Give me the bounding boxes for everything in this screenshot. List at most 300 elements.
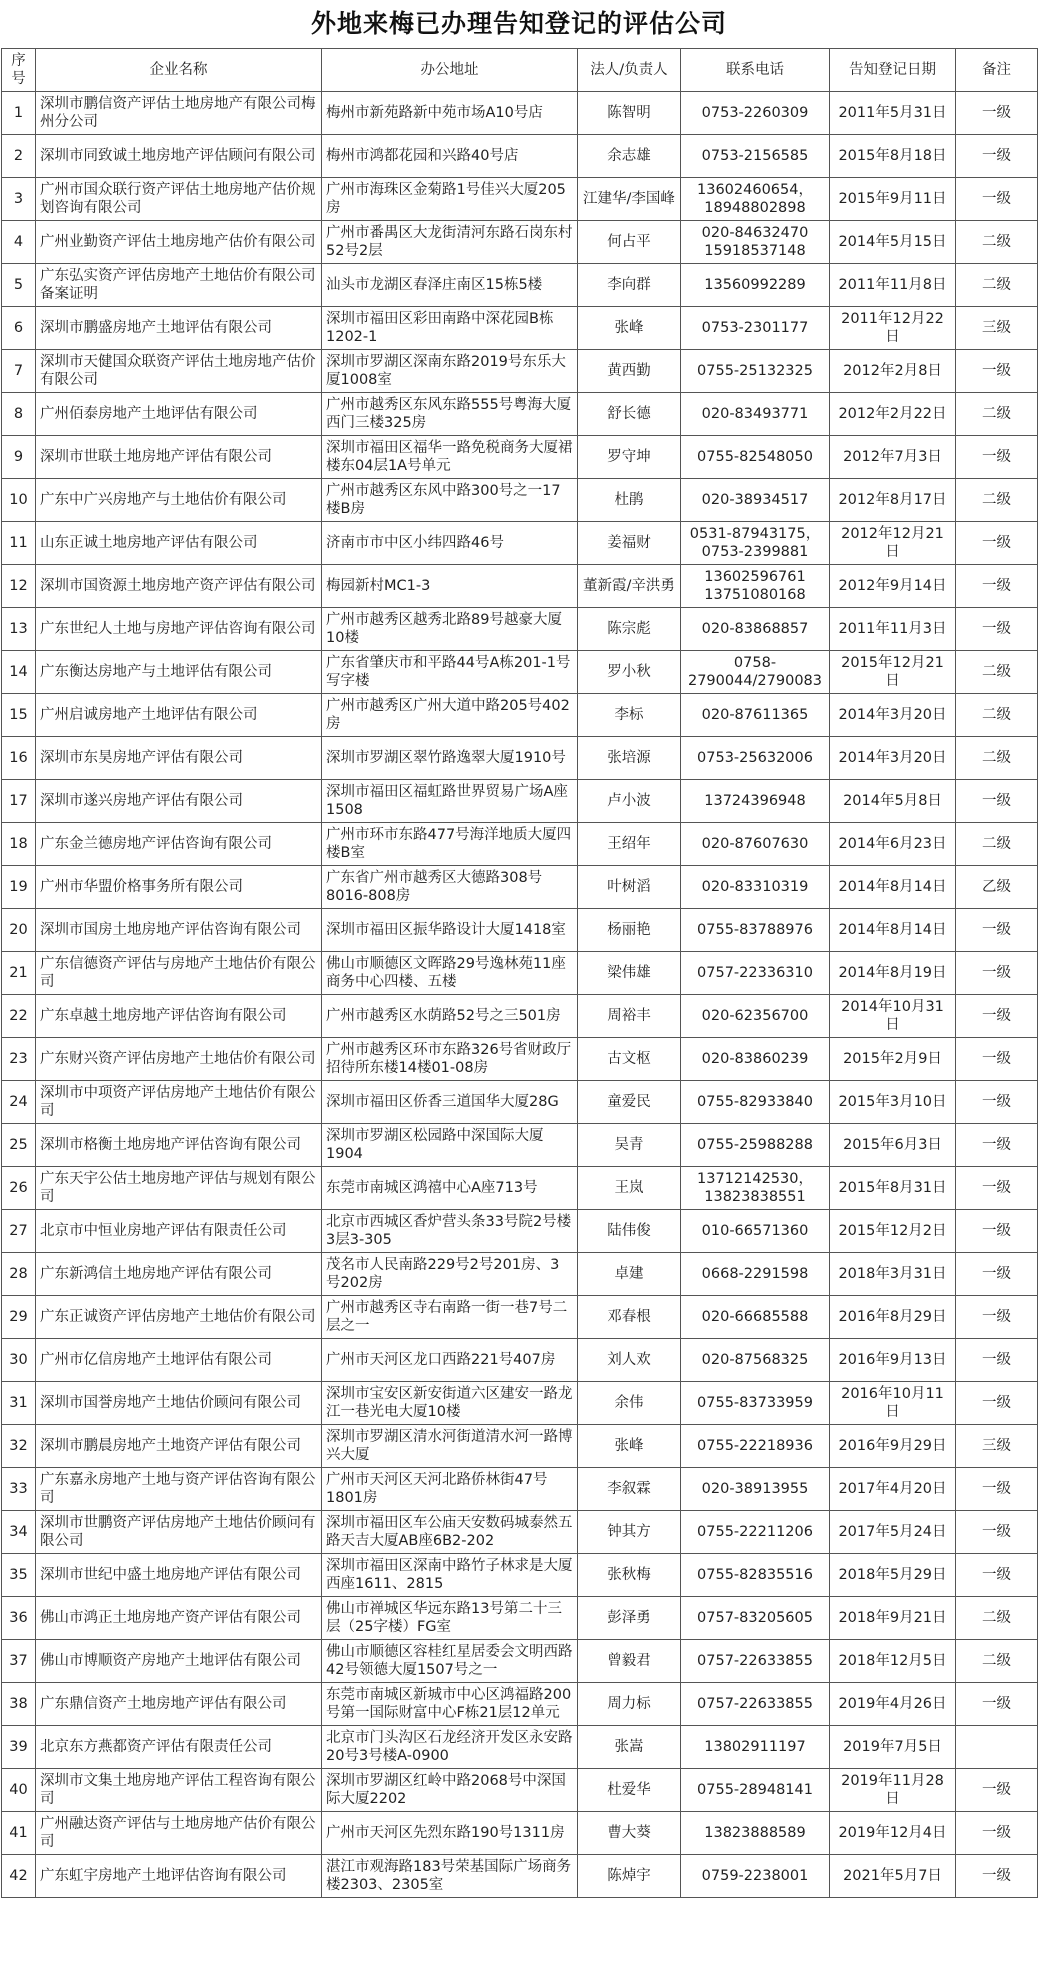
cell-company-name: 深圳市格衡土地房地产评估咨询有限公司 (36, 1124, 322, 1167)
cell-company-name: 深圳市东昊房地产评估有限公司 (36, 737, 322, 780)
table-row (2, 307, 1038, 350)
cell-company-name: 深圳市同致诚土地房地产评估顾问有限公司 (36, 135, 322, 178)
table-row (2, 92, 1038, 135)
cell-legal-person: 古文枢 (578, 1038, 681, 1081)
cell-address: 深圳市宝安区新安街道六区建安一路龙江一巷光电大厦10楼 (322, 1382, 578, 1425)
cell-remark: 一级 (956, 909, 1038, 952)
cell-legal-person: 张峰 (578, 1425, 681, 1468)
cell-remark: 二级 (956, 393, 1038, 436)
table-row (2, 522, 1038, 565)
cell-phone: 0758-2790044/2790083 (681, 651, 830, 694)
cell-legal-person: 陆伟俊 (578, 1210, 681, 1253)
cell-registration-date: 2015年12月21日 (830, 651, 956, 694)
cell-phone: 13602460654，18948802898 (681, 178, 830, 221)
cell-legal-person: 李叙霖 (578, 1468, 681, 1511)
cell-no: 42 (2, 1855, 36, 1898)
cell-address: 佛山市顺德区容桂红星居委会文明西路42号领德大厦1507号之一 (322, 1640, 578, 1683)
cell-address: 深圳市福田区侨香三道国华大厦28G (322, 1081, 578, 1124)
cell-phone: 020-87568325 (681, 1339, 830, 1382)
cell-no: 30 (2, 1339, 36, 1382)
cell-no: 22 (2, 995, 36, 1038)
cell-company-name: 深圳市遂兴房地产评估有限公司 (36, 780, 322, 823)
cell-company-name: 广州佰泰房地产土地评估有限公司 (36, 393, 322, 436)
cell-phone: 13802911197 (681, 1726, 830, 1769)
cell-no: 20 (2, 909, 36, 952)
cell-legal-person: 童爱民 (578, 1081, 681, 1124)
cell-address: 广州市越秀区广州大道中路205号402房 (322, 694, 578, 737)
cell-remark: 一级 (956, 1511, 1038, 1554)
cell-registration-date: 2014年5月8日 (830, 780, 956, 823)
cell-legal-person: 邓春根 (578, 1296, 681, 1339)
table-row (2, 1812, 1038, 1855)
cell-company-name: 深圳市鹏盛房地产土地评估有限公司 (36, 307, 322, 350)
header-company-name: 企业名称 (36, 49, 322, 92)
cell-legal-person: 梁伟雄 (578, 952, 681, 995)
cell-no: 6 (2, 307, 36, 350)
cell-phone: 020-83493771 (681, 393, 830, 436)
cell-registration-date: 2016年10月11日 (830, 1382, 956, 1425)
cell-no: 16 (2, 737, 36, 780)
cell-remark: 一级 (956, 565, 1038, 608)
cell-registration-date: 2015年3月10日 (830, 1081, 956, 1124)
cell-remark: 二级 (956, 221, 1038, 264)
table-row (2, 1382, 1038, 1425)
cell-no: 29 (2, 1296, 36, 1339)
cell-phone: 020-62356700 (681, 995, 830, 1038)
cell-phone: 020-87611365 (681, 694, 830, 737)
page-title: 外地来梅已办理告知登记的评估公司 (310, 9, 727, 38)
cell-registration-date: 2011年11月8日 (830, 264, 956, 307)
cell-remark: 二级 (956, 737, 1038, 780)
cell-company-name: 广州融达资产评估与土地房地产估价有限公司 (36, 1812, 322, 1855)
cell-remark: 一级 (956, 1296, 1038, 1339)
cell-address: 佛山市禅城区华远东路13号第二十三层（25字楼）FG室 (322, 1597, 578, 1640)
cell-legal-person: 张秋梅 (578, 1554, 681, 1597)
table-row (2, 952, 1038, 995)
table-row (2, 1468, 1038, 1511)
table-row (2, 1425, 1038, 1468)
table-row (2, 995, 1038, 1038)
cell-phone: 020-87607630 (681, 823, 830, 866)
cell-address: 广州市环市东路477号海洋地质大厦四楼B室 (322, 823, 578, 866)
cell-registration-date: 2015年6月3日 (830, 1124, 956, 1167)
cell-legal-person: 卢小波 (578, 780, 681, 823)
cell-phone: 0753-2301177 (681, 307, 830, 350)
cell-no: 35 (2, 1554, 36, 1597)
cell-no: 5 (2, 264, 36, 307)
cell-no: 2 (2, 135, 36, 178)
cell-no: 13 (2, 608, 36, 651)
cell-phone: 0668-2291598 (681, 1253, 830, 1296)
cell-registration-date: 2018年12月5日 (830, 1640, 956, 1683)
table-row (2, 823, 1038, 866)
cell-phone: 13724396948 (681, 780, 830, 823)
cell-address: 广州市天河区天河北路侨林街47号1801房 (322, 1468, 578, 1511)
cell-phone: 0757-83205605 (681, 1597, 830, 1640)
cell-company-name: 广东中广兴房地产与土地估价有限公司 (36, 479, 322, 522)
cell-registration-date: 2012年8月17日 (830, 479, 956, 522)
header-remark: 备注 (956, 49, 1038, 92)
cell-remark: 二级 (956, 694, 1038, 737)
cell-legal-person: 周力标 (578, 1683, 681, 1726)
cell-registration-date: 2017年5月24日 (830, 1511, 956, 1554)
cell-company-name: 北京东方燕都资产评估有限责任公司 (36, 1726, 322, 1769)
cell-phone: 0755-82835516 (681, 1554, 830, 1597)
table-row (2, 651, 1038, 694)
cell-legal-person: 罗守坤 (578, 436, 681, 479)
cell-registration-date: 2019年4月26日 (830, 1683, 956, 1726)
table-row (2, 1554, 1038, 1597)
cell-no: 24 (2, 1081, 36, 1124)
cell-no: 8 (2, 393, 36, 436)
cell-no: 33 (2, 1468, 36, 1511)
cell-address: 深圳市福田区振华路设计大厦1418室 (322, 909, 578, 952)
cell-address: 深圳市福田区车公庙天安数码城泰然五路天吉大厦AB座6B2-202 (322, 1511, 578, 1554)
cell-legal-person: 刘人欢 (578, 1339, 681, 1382)
cell-phone: 0531-87943175，0753-2399881 (681, 522, 830, 565)
cell-registration-date: 2012年12月21日 (830, 522, 956, 565)
cell-address: 深圳市罗湖区清水河街道清水河一路博兴大厦 (322, 1425, 578, 1468)
cell-registration-date: 2014年5月15日 (830, 221, 956, 264)
table-row (2, 737, 1038, 780)
cell-address: 深圳市罗湖区深南东路2019号东乐大厦1008室 (322, 350, 578, 393)
cell-company-name: 广东鼎信资产土地房地产评估有限公司 (36, 1683, 322, 1726)
cell-registration-date: 2016年9月29日 (830, 1425, 956, 1468)
cell-company-name: 深圳市天健国众联资产评估土地房地产估价有限公司 (36, 350, 322, 393)
table-header (2, 49, 1038, 92)
cell-legal-person: 舒长德 (578, 393, 681, 436)
cell-no: 28 (2, 1253, 36, 1296)
cell-legal-person: 姜福财 (578, 522, 681, 565)
cell-company-name: 广东金兰德房地产评估咨询有限公司 (36, 823, 322, 866)
table-row (2, 436, 1038, 479)
cell-no: 37 (2, 1640, 36, 1683)
cell-company-name: 深圳市文集土地房地产评估工程咨询有限公司 (36, 1769, 322, 1812)
cell-phone: 0755-82933840 (681, 1081, 830, 1124)
cell-remark: 一级 (956, 1554, 1038, 1597)
table-row (2, 866, 1038, 909)
cell-address: 广州市越秀区东风中路300号之一17楼B房 (322, 479, 578, 522)
table-row (2, 1210, 1038, 1253)
cell-remark: 一级 (956, 522, 1038, 565)
cell-no: 31 (2, 1382, 36, 1425)
cell-phone: 0755-82548050 (681, 436, 830, 479)
cell-no: 1 (2, 92, 36, 135)
cell-address: 汕头市龙湖区春泽庄南区15栋5楼 (322, 264, 578, 307)
cell-legal-person: 董新霞/辛洪勇 (578, 565, 681, 608)
table-row (2, 1726, 1038, 1769)
cell-no: 32 (2, 1425, 36, 1468)
cell-remark: 一级 (956, 780, 1038, 823)
cell-registration-date: 2011年12月22日 (830, 307, 956, 350)
cell-address: 广州市越秀区越秀北路89号越豪大厦10楼 (322, 608, 578, 651)
cell-no: 19 (2, 866, 36, 909)
header-address: 办公地址 (322, 49, 578, 92)
cell-company-name: 深圳市国房土地房地产评估咨询有限公司 (36, 909, 322, 952)
cell-company-name: 广东嘉永房地产土地与资产评估咨询有限公司 (36, 1468, 322, 1511)
cell-legal-person: 何占平 (578, 221, 681, 264)
cell-legal-person: 彭泽勇 (578, 1597, 681, 1640)
cell-registration-date: 2016年9月13日 (830, 1339, 956, 1382)
cell-address: 深圳市福田区彩田南路中深花园B栋1202-1 (322, 307, 578, 350)
table-row (2, 565, 1038, 608)
registration-table (1, 48, 1038, 1898)
cell-company-name: 佛山市鸿正土地房地产资产评估有限公司 (36, 1597, 322, 1640)
cell-address: 北京市西城区香炉营头条33号院2号楼3层3-305 (322, 1210, 578, 1253)
cell-address: 梅州市鸿都花园和兴路40号店 (322, 135, 578, 178)
cell-registration-date: 2014年8月14日 (830, 909, 956, 952)
cell-remark: 一级 (956, 1812, 1038, 1855)
cell-no: 3 (2, 178, 36, 221)
cell-legal-person: 吴青 (578, 1124, 681, 1167)
cell-company-name: 深圳市世联土地房地产评估有限公司 (36, 436, 322, 479)
cell-phone: 13712142530，13823838551 (681, 1167, 830, 1210)
table-row (2, 1167, 1038, 1210)
cell-registration-date: 2014年8月19日 (830, 952, 956, 995)
cell-phone: 0755-22218936 (681, 1425, 830, 1468)
cell-registration-date: 2019年12月4日 (830, 1812, 956, 1855)
cell-remark: 一级 (956, 1253, 1038, 1296)
cell-address: 广州市越秀区环市东路326号省财政厅招待所东楼14楼01-08房 (322, 1038, 578, 1081)
cell-remark: 三级 (956, 307, 1038, 350)
cell-remark: 一级 (956, 1124, 1038, 1167)
cell-remark: 一级 (956, 92, 1038, 135)
cell-no: 40 (2, 1769, 36, 1812)
cell-phone: 13602596761 13751080168 (681, 565, 830, 608)
table-row (2, 1683, 1038, 1726)
table-row (2, 608, 1038, 651)
cell-registration-date: 2018年5月29日 (830, 1554, 956, 1597)
cell-address: 茂名市人民南路229号2号201房、3号202房 (322, 1253, 578, 1296)
cell-phone: 13560992289 (681, 264, 830, 307)
cell-no: 14 (2, 651, 36, 694)
cell-address: 东莞市南城区新城市中心区鸿福路200号第一国际财富中心F栋21层12单元 (322, 1683, 578, 1726)
cell-address: 佛山市顺德区文晖路29号逸林苑11座商务中心四楼、五楼 (322, 952, 578, 995)
cell-address: 广州市番禺区大龙街清河东路石岗东村52号2层 (322, 221, 578, 264)
cell-address: 广州市越秀区寺右南路一街一巷7号二层之一 (322, 1296, 578, 1339)
cell-remark: 一级 (956, 350, 1038, 393)
cell-address: 深圳市罗湖区红岭中路2068号中深国际大厦2202 (322, 1769, 578, 1812)
cell-legal-person: 陈宗彪 (578, 608, 681, 651)
cell-no: 9 (2, 436, 36, 479)
cell-remark: 一级 (956, 1167, 1038, 1210)
cell-company-name: 深圳市世纪中盛土地房地产评估有限公司 (36, 1554, 322, 1597)
cell-legal-person: 杜爱华 (578, 1769, 681, 1812)
cell-remark: 一级 (956, 995, 1038, 1038)
cell-company-name: 广东信德资产评估与房地产土地估价有限公司 (36, 952, 322, 995)
table-row (2, 1124, 1038, 1167)
table-row (2, 1339, 1038, 1382)
cell-phone: 0759-2238001 (681, 1855, 830, 1898)
cell-no: 7 (2, 350, 36, 393)
cell-phone: 0757-22633855 (681, 1683, 830, 1726)
cell-address: 广州市天河区先烈东路190号1311房 (322, 1812, 578, 1855)
cell-company-name: 深圳市鹏信资产评估土地房地产有限公司梅州分公司 (36, 92, 322, 135)
table-row (2, 1640, 1038, 1683)
cell-no: 12 (2, 565, 36, 608)
header-registration-date: 告知登记日期 (830, 49, 956, 92)
cell-registration-date: 2021年5月7日 (830, 1855, 956, 1898)
cell-no: 41 (2, 1812, 36, 1855)
cell-legal-person: 杜鹃 (578, 479, 681, 522)
cell-legal-person: 王绍年 (578, 823, 681, 866)
table-body (2, 92, 1038, 1898)
cell-address: 梅园新村MC1-3 (322, 565, 578, 608)
cell-phone: 0753-25632006 (681, 737, 830, 780)
cell-registration-date: 2015年2月9日 (830, 1038, 956, 1081)
cell-no: 23 (2, 1038, 36, 1081)
cell-phone: 0755-25988288 (681, 1124, 830, 1167)
table-row (2, 1769, 1038, 1812)
cell-phone: 010-66571360 (681, 1210, 830, 1253)
cell-company-name: 佛山市博顺资产房地产土地评估有限公司 (36, 1640, 322, 1683)
cell-legal-person: 卓建 (578, 1253, 681, 1296)
cell-legal-person: 陈智明 (578, 92, 681, 135)
cell-legal-person: 周裕丰 (578, 995, 681, 1038)
table-row (2, 178, 1038, 221)
cell-phone: 13823888589 (681, 1812, 830, 1855)
cell-remark: 一级 (956, 1468, 1038, 1511)
cell-remark: 一级 (956, 1038, 1038, 1081)
cell-remark: 一级 (956, 1210, 1038, 1253)
cell-phone: 020-66685588 (681, 1296, 830, 1339)
cell-no: 36 (2, 1597, 36, 1640)
table-row (2, 221, 1038, 264)
table-row (2, 135, 1038, 178)
cell-company-name: 山东正诚土地房地产评估有限公司 (36, 522, 322, 565)
header-no: 序号 (2, 49, 36, 92)
cell-no: 21 (2, 952, 36, 995)
cell-company-name: 广东衡达房地产与土地评估有限公司 (36, 651, 322, 694)
cell-address: 东莞市南城区鸿禧中心A座713号 (322, 1167, 578, 1210)
cell-phone: 020-38913955 (681, 1468, 830, 1511)
cell-company-name: 深圳市鹏晨房地产土地资产评估有限公司 (36, 1425, 322, 1468)
cell-company-name: 广州市国众联行资产评估土地房地产估价规划咨询有限公司 (36, 178, 322, 221)
cell-address: 北京市门头沟区石龙经济开发区永安路20号3号楼A-0900 (322, 1726, 578, 1769)
cell-legal-person: 江建华/李国峰 (578, 178, 681, 221)
cell-address: 广州市越秀区东风东路555号粤海大厦西门三楼325房 (322, 393, 578, 436)
cell-registration-date: 2018年3月31日 (830, 1253, 956, 1296)
cell-address: 深圳市罗湖区翠竹路逸翠大厦1910号 (322, 737, 578, 780)
cell-registration-date: 2011年5月31日 (830, 92, 956, 135)
cell-no: 38 (2, 1683, 36, 1726)
cell-address: 广东省广州市越秀区大德路308号8016-808房 (322, 866, 578, 909)
cell-phone: 0757-22336310 (681, 952, 830, 995)
cell-phone: 0755-83733959 (681, 1382, 830, 1425)
cell-company-name: 广州市华盟价格事务所有限公司 (36, 866, 322, 909)
cell-no: 34 (2, 1511, 36, 1554)
cell-address: 广州市海珠区金菊路1号佳兴大厦205房 (322, 178, 578, 221)
cell-remark: 二级 (956, 1640, 1038, 1683)
cell-phone: 020-84632470 15918537148 (681, 221, 830, 264)
table-row (2, 393, 1038, 436)
cell-address: 深圳市福田区福华一路免税商务大厦裙楼东04层1A号单元 (322, 436, 578, 479)
header-legal-person: 法人/负责人 (578, 49, 681, 92)
table-row (2, 1038, 1038, 1081)
cell-remark: 二级 (956, 823, 1038, 866)
table-row (2, 1296, 1038, 1339)
cell-legal-person: 叶树滔 (578, 866, 681, 909)
cell-legal-person: 张嵩 (578, 1726, 681, 1769)
table-row (2, 780, 1038, 823)
cell-company-name: 深圳市中项资产评估房地产土地估价有限公司 (36, 1081, 322, 1124)
cell-address: 深圳市罗湖区松园路中深国际大厦1904 (322, 1124, 578, 1167)
cell-registration-date: 2019年7月5日 (830, 1726, 956, 1769)
table-row (2, 264, 1038, 307)
cell-phone: 020-83310319 (681, 866, 830, 909)
cell-legal-person: 王岚 (578, 1167, 681, 1210)
cell-phone: 0753-2260309 (681, 92, 830, 135)
cell-address: 深圳市福田区福虹路世界贸易广场A座1508 (322, 780, 578, 823)
cell-phone: 020-83860239 (681, 1038, 830, 1081)
cell-address: 梅州市新苑路新中苑市场A10号店 (322, 92, 578, 135)
cell-remark: 三级 (956, 1425, 1038, 1468)
cell-remark (956, 1726, 1038, 1769)
cell-phone: 020-38934517 (681, 479, 830, 522)
cell-no: 18 (2, 823, 36, 866)
cell-legal-person: 张峰 (578, 307, 681, 350)
cell-legal-person: 余伟 (578, 1382, 681, 1425)
cell-remark: 乙级 (956, 866, 1038, 909)
cell-legal-person: 曹大葵 (578, 1812, 681, 1855)
cell-company-name: 广东正诚资产评估房地产土地估价有限公司 (36, 1296, 322, 1339)
cell-address: 湛江市观海路183号荣基国际广场商务楼2303、2305室 (322, 1855, 578, 1898)
cell-remark: 一级 (956, 1683, 1038, 1726)
cell-no: 15 (2, 694, 36, 737)
cell-phone: 020-83868857 (681, 608, 830, 651)
cell-registration-date: 2012年2月8日 (830, 350, 956, 393)
cell-registration-date: 2019年11月28日 (830, 1769, 956, 1812)
cell-address: 济南市市中区小纬四路46号 (322, 522, 578, 565)
cell-remark: 一级 (956, 1855, 1038, 1898)
cell-registration-date: 2018年9月21日 (830, 1597, 956, 1640)
cell-registration-date: 2014年8月14日 (830, 866, 956, 909)
cell-company-name: 深圳市国资源土地房地产资产评估有限公司 (36, 565, 322, 608)
cell-no: 11 (2, 522, 36, 565)
cell-legal-person: 罗小秋 (578, 651, 681, 694)
cell-company-name: 广州启诚房地产土地评估有限公司 (36, 694, 322, 737)
cell-company-name: 广东弘实资产评估房地产土地估价有限公司备案证明 (36, 264, 322, 307)
cell-registration-date: 2016年8月29日 (830, 1296, 956, 1339)
cell-company-name: 广东卓越土地房地产评估咨询有限公司 (36, 995, 322, 1038)
cell-phone: 0755-28948141 (681, 1769, 830, 1812)
cell-address: 深圳市福田区深南中路竹子林求是大厦西座1611、2815 (322, 1554, 578, 1597)
cell-registration-date: 2012年7月3日 (830, 436, 956, 479)
cell-legal-person: 李标 (578, 694, 681, 737)
cell-no: 27 (2, 1210, 36, 1253)
cell-phone: 0755-22211206 (681, 1511, 830, 1554)
cell-registration-date: 2011年11月3日 (830, 608, 956, 651)
cell-registration-date: 2012年9月14日 (830, 565, 956, 608)
cell-company-name: 深圳市国誉房地产土地估价顾问有限公司 (36, 1382, 322, 1425)
cell-remark: 二级 (956, 651, 1038, 694)
cell-no: 39 (2, 1726, 36, 1769)
cell-remark: 一级 (956, 952, 1038, 995)
table-row (2, 350, 1038, 393)
cell-registration-date: 2014年6月23日 (830, 823, 956, 866)
cell-legal-person: 陈焯宇 (578, 1855, 681, 1898)
cell-registration-date: 2015年12月2日 (830, 1210, 956, 1253)
cell-company-name: 广东新鸿信土地房地产评估有限公司 (36, 1253, 322, 1296)
cell-no: 17 (2, 780, 36, 823)
cell-remark: 一级 (956, 1769, 1038, 1812)
cell-company-name: 广东天宇公估土地房地产评估与规划有限公司 (36, 1167, 322, 1210)
cell-remark: 一级 (956, 135, 1038, 178)
table-row (2, 909, 1038, 952)
cell-remark: 二级 (956, 1597, 1038, 1640)
cell-company-name: 广东财兴资产评估房地产土地估价有限公司 (36, 1038, 322, 1081)
cell-company-name: 广州市亿信房地产土地评估有限公司 (36, 1339, 322, 1382)
